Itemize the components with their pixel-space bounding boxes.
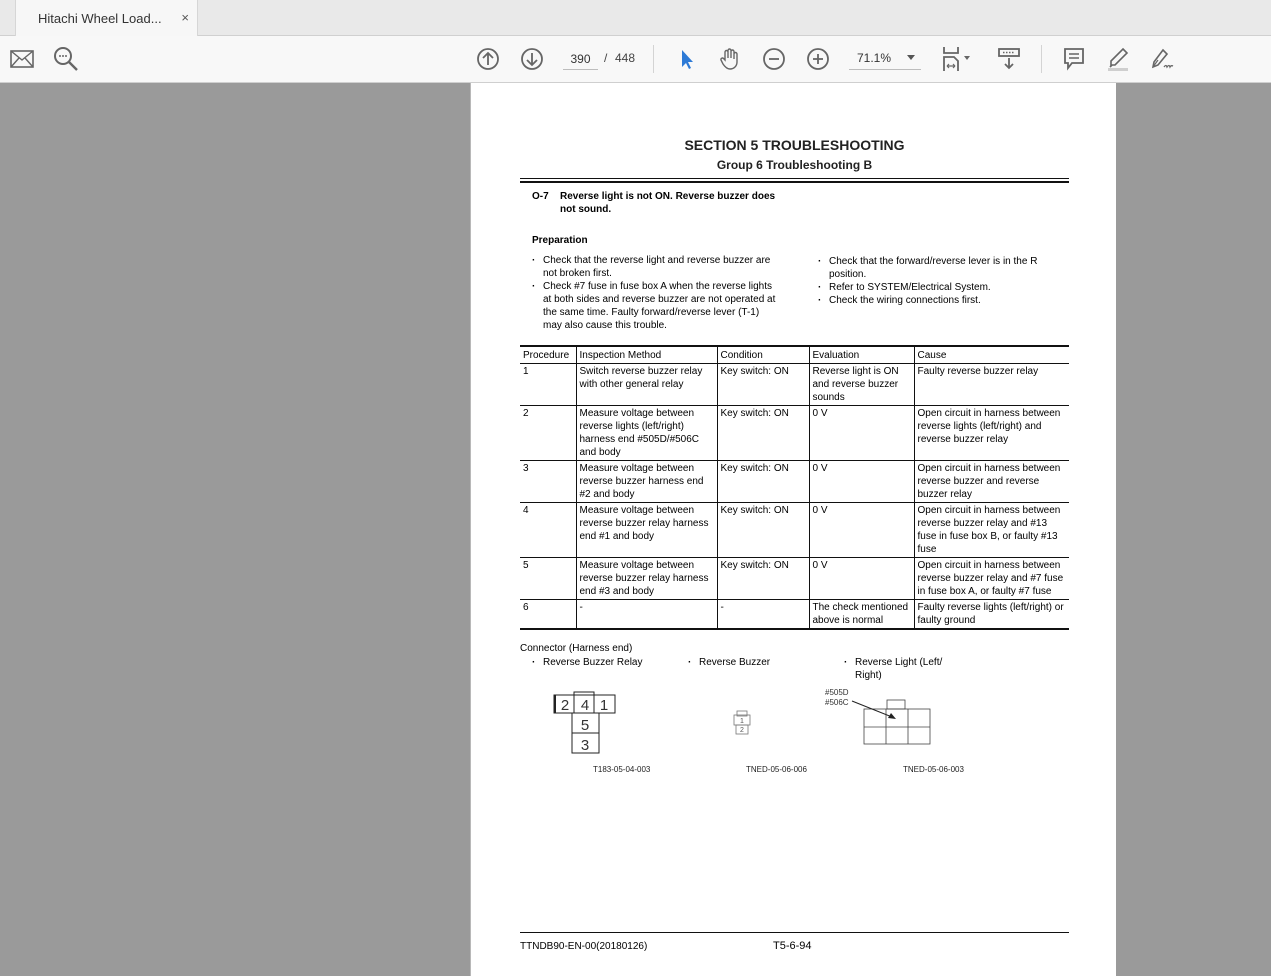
table-cell: 6 (520, 600, 576, 630)
figure-id: TNED-05-06-003 (903, 765, 964, 774)
table-cell: 2 (520, 406, 576, 461)
column-header: Cause (914, 346, 1069, 364)
page-total: 448 (615, 51, 636, 65)
list-item: · Reverse Buzzer (688, 656, 818, 669)
page-up-icon[interactable] (475, 46, 501, 72)
toolbar-divider (1041, 45, 1042, 73)
table-row (520, 558, 1069, 600)
table-cell: 0 V (809, 461, 914, 503)
fit-page-icon[interactable] (940, 46, 976, 72)
table-cell: Key switch: ON (717, 461, 809, 503)
figure-id: TNED-05-06-006 (746, 765, 807, 774)
document-code: TTNDB90-EN-00(20180126) (520, 941, 648, 952)
list-item: · Check #7 fuse in fuse box A when the reverse lights at both sides and reverse buzzer are not operated at the same time. Faulty forward/reverse lever (T-1) may also cause this trouble. (532, 280, 777, 332)
preparation-list-right (818, 255, 1048, 307)
table-cell: 5 (520, 558, 576, 600)
table-cell: Measure voltage between reverse lights (left/right) harness end #505D/#506C and body (576, 406, 717, 461)
table-cell: Reverse light is ON and reverse buzzer sounds (809, 364, 914, 406)
mail-icon[interactable] (9, 46, 35, 72)
connector-label-buzzer (688, 656, 818, 669)
section-title: SECTION 5 TROUBLESHOOTING (684, 137, 905, 153)
relay-connector-diagram (553, 691, 617, 755)
preparation-list-left (532, 254, 777, 332)
table-cell: Measure voltage between reverse buzzer relay harness end #1 and body (576, 503, 717, 558)
table-row (520, 364, 1069, 406)
table-cell: Key switch: ON (717, 558, 809, 600)
column-header: Inspection Method (576, 346, 717, 364)
column-header: Procedure (520, 346, 576, 364)
problem-text: Reverse light is not ON. Reverse buzzer does not sound. (560, 191, 776, 215)
group-title: Group 6 Troubleshooting B (716, 158, 873, 172)
table-cell: Open circuit in harness between reverse buzzer relay and #7 fuse in fuse box A, or faulty #7 fuse (914, 558, 1069, 600)
table-cell: 4 (520, 503, 576, 558)
buzzer-connector-diagram (733, 710, 751, 736)
light-connector-diagram (824, 687, 934, 747)
connector-label-relay (532, 656, 682, 669)
tab-title: Hitachi Wheel Load... (38, 11, 162, 26)
table-cell: The check mentioned above is normal (809, 600, 914, 630)
table-cell: 3 (520, 461, 576, 503)
connector-label-light (844, 656, 954, 682)
table-cell: Measure voltage between reverse buzzer harness end #2 and body (576, 461, 717, 503)
table-cell: Key switch: ON (717, 503, 809, 558)
document-tab[interactable] (15, 0, 198, 37)
zoom-level-value: 71.1% (857, 51, 892, 65)
table-cell: Measure voltage between reverse buzzer relay harness end #3 and body (576, 558, 717, 600)
svg-text:#505D: #505D (825, 688, 849, 697)
problem-code: O-7 (532, 191, 549, 202)
toolbar (0, 36, 1271, 83)
table-cell: - (576, 600, 717, 630)
svg-text:3: 3 (580, 737, 590, 754)
comment-icon[interactable] (1061, 46, 1087, 72)
close-tab-icon[interactable]: × (181, 10, 189, 25)
svg-text:4: 4 (580, 697, 590, 714)
list-item: · Reverse Light (Left/ Right) (844, 656, 954, 682)
zoom-level-dropdown[interactable] (849, 48, 921, 70)
table-cell: Key switch: ON (717, 406, 809, 461)
page-down-icon[interactable] (519, 46, 545, 72)
table-cell: Open circuit in harness between reverse buzzer and reverse buzzer relay (914, 461, 1069, 503)
select-pointer-icon[interactable] (674, 46, 700, 72)
search-icon[interactable] (53, 46, 79, 72)
column-header: Evaluation (809, 346, 914, 364)
scroll-mode-icon[interactable] (996, 46, 1022, 72)
list-item: · Refer to SYSTEM/Electrical System. (818, 281, 1048, 294)
header-rule (520, 178, 1069, 183)
footer-rule (520, 932, 1069, 933)
list-item: · Check that the reverse light and reverse buzzer are not broken first. (532, 254, 777, 280)
svg-text:2: 2 (740, 727, 744, 734)
table-cell: 1 (520, 364, 576, 406)
troubleshooting-table (520, 345, 1069, 630)
table-header-row (520, 346, 1069, 364)
table-row (520, 406, 1069, 461)
pdf-page (470, 83, 1116, 976)
table-cell: - (717, 600, 809, 630)
list-item: · Check that the forward/reverse lever is in the R position. (818, 255, 1048, 281)
svg-text:2: 2 (560, 697, 570, 714)
preparation-heading: Preparation (532, 235, 588, 246)
table-cell: Faulty reverse lights (left/right) or faulty ground (914, 600, 1069, 630)
document-viewer[interactable] (0, 83, 1271, 976)
table-cell: 0 V (809, 503, 914, 558)
tab-bar (0, 0, 1271, 36)
svg-text:5: 5 (580, 717, 590, 734)
svg-text:1: 1 (599, 697, 609, 714)
table-cell: 0 V (809, 558, 914, 600)
svg-text:1: 1 (740, 718, 744, 725)
page-number-input[interactable] (563, 48, 598, 70)
table-row (520, 503, 1069, 558)
table-cell: Open circuit in harness between reverse lights (left/right) and reverse buzzer relay (914, 406, 1069, 461)
table-cell: Faulty reverse buzzer relay (914, 364, 1069, 406)
page-number: T5-6-94 (773, 940, 812, 952)
table-cell: Key switch: ON (717, 364, 809, 406)
table-cell: Open circuit in harness between reverse buzzer relay and #13 fuse in fuse box B, or faulty #13 fuse (914, 503, 1069, 558)
toolbar-divider (653, 45, 654, 73)
highlight-icon[interactable] (1105, 46, 1131, 72)
svg-text:#506C: #506C (825, 698, 849, 707)
list-item: · Check the wiring connections first. (818, 294, 1048, 307)
table-cell: 0 V (809, 406, 914, 461)
list-item: · Reverse Buzzer Relay (532, 656, 682, 669)
table-row (520, 461, 1069, 503)
connector-heading: Connector (Harness end) (520, 643, 633, 654)
page-separator: / (604, 51, 608, 65)
hand-tool-icon[interactable] (717, 46, 743, 72)
chevron-down-icon (907, 55, 915, 60)
table-cell: Switch reverse buzzer relay with other general relay (576, 364, 717, 406)
sign-icon[interactable] (1149, 46, 1175, 72)
table-row (520, 600, 1069, 630)
figure-id: T183-05-04-003 (593, 765, 651, 774)
column-header: Condition (717, 346, 809, 364)
zoom-out-icon[interactable] (761, 46, 787, 72)
zoom-in-icon[interactable] (805, 46, 831, 72)
